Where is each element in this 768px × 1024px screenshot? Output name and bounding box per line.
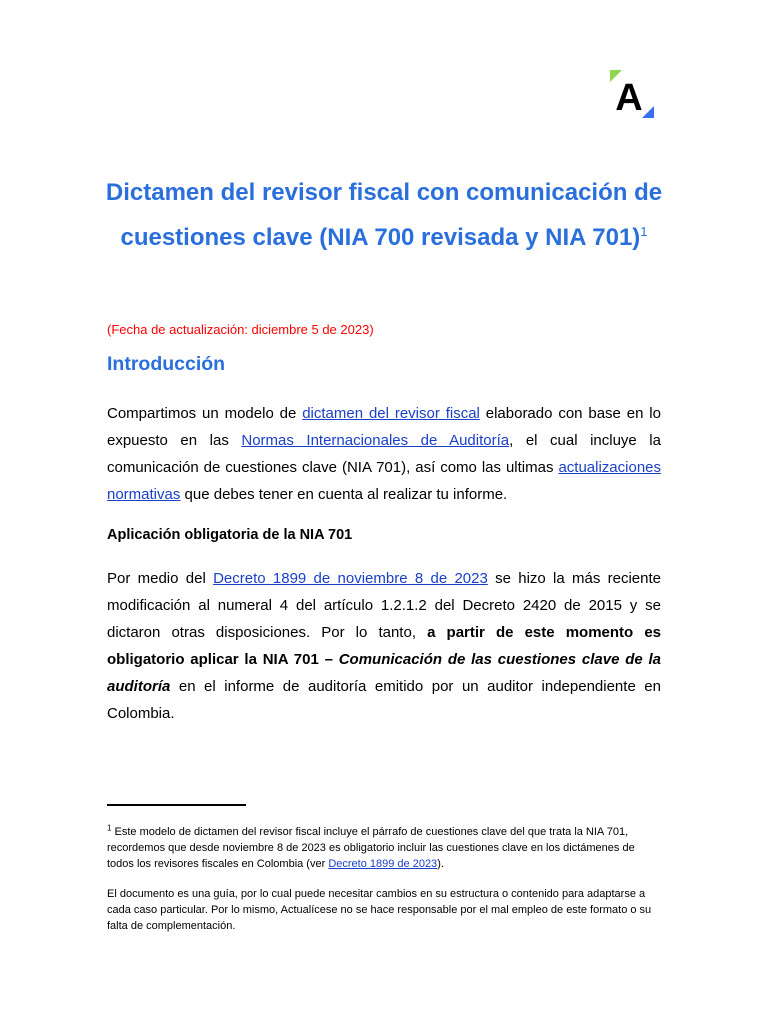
footnote-1-marker: 1 [107,823,112,833]
link-dictamen-revisor-fiscal[interactable]: dictamen del revisor fiscal [302,405,480,422]
section-bold-italic-text: Comunicación de las cuestiones clave de la auditoría [107,651,662,695]
actualicese-logo [610,70,654,118]
footnote-1-end: ). [437,858,444,870]
footnote-1-text: Este modelo de dictamen del revisor fiscal incluye el párrafo de cuestiones clave del que trata la NIA 701, recordemos que desde noviembre 8 de 2023 es obligatorio incluir las cuestiones clave en los dictámenes de todos los revisores fiscales en Colombia (ver [107,826,635,870]
section-text-2: se hizo la más reciente modificación al numeral 4 del artículo 1.2.1.2 del Decreto 2420 de 2015 y se dictaron otras disposiciones. Por lo tanto, [107,570,661,641]
intro-paragraph [107,400,661,508]
footnote-separator [107,804,246,806]
section-text-3: en el informe de auditoría emitido por un auditor independiente en Colombia. [107,678,661,722]
link-actualizaciones-normativas[interactable]: actualizaciones normativas [107,459,661,503]
footnote-1 [107,824,661,872]
intro-text-2: elaborado con base en lo expuesto en las [107,405,661,449]
section-paragraph [107,565,661,727]
section-text-1: Por medio del [107,570,214,587]
update-date: (Fecha de actualización: diciembre 5 de 2023) [107,322,374,337]
document-title [96,170,672,260]
intro-text-4: que debes tener en cuenta al realizar tu informe. [180,486,508,503]
section-heading: Aplicación obligatoria de la NIA 701 [107,527,353,543]
link-decreto-1899[interactable]: Decreto 1899 de noviembre 8 de 2023 [213,570,488,587]
title-text: Dictamen del revisor fiscal con comunicación de cuestiones clave (NIA 700 revisada y NIA 701) [105,179,663,251]
footnote-link-decreto-1899[interactable]: Decreto 1899 de 2023 [328,858,438,870]
footnote-disclaimer: El documento es una guía, por lo cual puede necesitar cambios en su estructura o contenido para adaptarse a cada caso particular. Por lo mismo, Actualícese no se hace responsable por el mal empleo de este formato o su falta de complementación. [107,888,652,932]
logo-letter: A [615,77,643,118]
intro-text-1: Compartimos un modelo de [107,405,303,422]
section-bold-text: a partir de este momento es obligatorio aplicar la NIA 701 – [107,624,662,668]
intro-heading: Introducción [107,353,226,375]
logo-blue-triangle [642,106,654,118]
intro-text-3: , el cual incluye la comunicación de cuestiones clave (NIA 701), así como las ultimas [107,432,661,476]
title-footnote-ref[interactable]: 1 [640,224,648,239]
link-normas-internacionales-auditoria[interactable]: Normas Internacionales de Auditoría [241,432,510,449]
